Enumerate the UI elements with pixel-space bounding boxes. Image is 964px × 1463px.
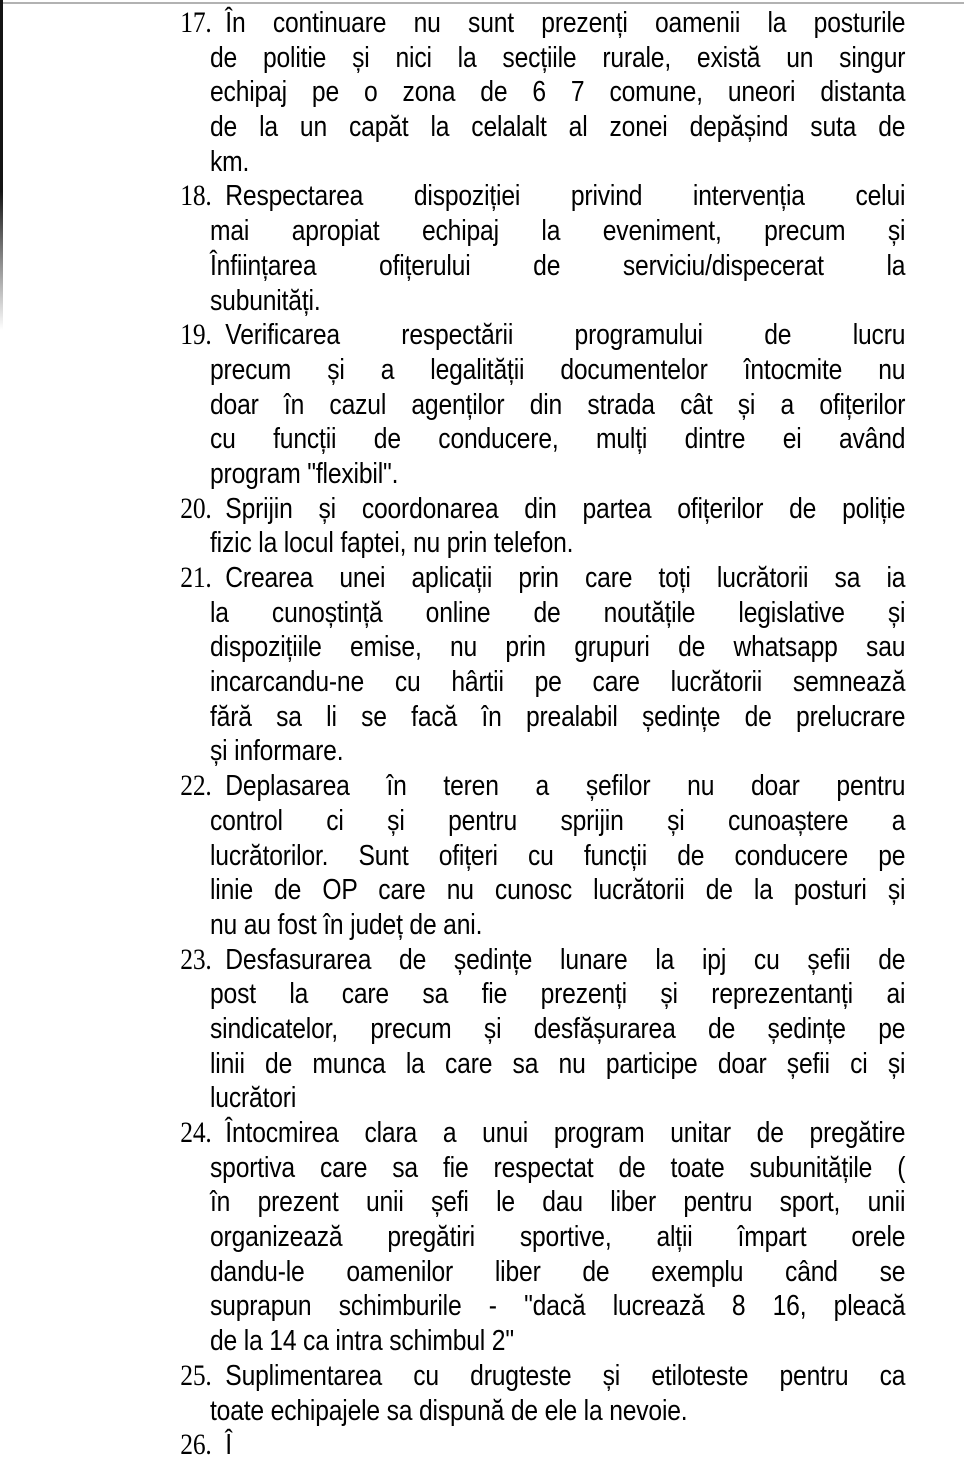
list-item-line: și informare. [210, 735, 344, 768]
left-edge-scan-artifact [0, 0, 3, 330]
list-item-line: de la 14 ca intra schimbul 2" [210, 1325, 514, 1358]
item-text: Desfasurarea de ședințe lunare la ipj cu șefii de [225, 943, 906, 976]
item-number: 21. [180, 561, 212, 594]
item-number: 18. [180, 179, 212, 213]
list-item [180, 1116, 906, 1359]
item-text: În continuare nu sunt prezenți oamenii la posturile [225, 7, 906, 39]
list-item [180, 942, 906, 1116]
list-item [180, 179, 906, 318]
list-item-line: cu funcții de conducere, mulți dintre ei având [210, 423, 906, 456]
list-item [180, 1358, 906, 1428]
list-item-line [180, 942, 906, 978]
list-item-line: sindicatelor, precum și desfășurarea de ședințe pe [210, 1012, 906, 1045]
item-number: 26. [180, 1428, 212, 1462]
list-item-line [180, 769, 906, 804]
list-item-line: de la un capăt la celalalt al zonei depășind suta de [210, 111, 906, 144]
item-text: Crearea unei aplicații prin care toți lucrătorii sa ia [225, 562, 906, 594]
list-item-line [180, 6, 906, 41]
item-text: Întocmirea clara a unui program unitar de pregătire [225, 1117, 906, 1149]
item-text: Sprijin și coordonarea din partea ofițerilor de poliție [225, 492, 906, 525]
list-item-line: km. [210, 145, 250, 178]
list-item-line: la cunoștință online de noutățile legislative și [210, 596, 906, 629]
item-number: 24. [180, 1116, 212, 1149]
list-item-line [180, 1358, 906, 1394]
list-item-line: mai apropiat echipaj la eveniment, precum și [210, 215, 906, 248]
list-item-line: linie de OP care nu cunosc lucrătorii de la posturi și [210, 874, 906, 907]
top-edge-rule [0, 2, 964, 4]
list-item-line [180, 318, 906, 353]
list-item-line: program "flexibil". [210, 457, 399, 490]
list-item-line: suprapun schimburile - "dacă lucrează 8 16, pleacă [210, 1290, 906, 1323]
list-item-line: de politie și nici la secțiile rurale, există un singur [210, 41, 906, 74]
list-item-line: fizic la locul faptei, nu prin telefon. [210, 527, 574, 560]
list-item-line: post la care sa fie prezenți și reprezentanți ai [210, 978, 906, 1011]
item-number: 17. [180, 6, 212, 39]
list-item-line [180, 1428, 905, 1463]
list-item-line: lucrători [210, 1082, 297, 1115]
list-item-line: sportiva care sa fie respectat de toate subunitățile ( [210, 1151, 906, 1184]
list-item-line: linii de munca la care sa nu participe doar șefii ci și [210, 1047, 906, 1080]
list-item-line: fără sa li se facă în prealabil ședințe de prelucrare [210, 700, 906, 733]
list-item [180, 561, 906, 769]
list-item [180, 6, 906, 179]
list-item-line [180, 179, 906, 214]
list-item [180, 491, 906, 561]
list-item-line: control ci și pentru sprijin și cunoaștere a [210, 804, 906, 837]
item-number: 23. [180, 942, 212, 976]
list-item-line: în prezent unii șefi le dau liber pentru sport, unii [210, 1186, 906, 1219]
list-item-line: echipaj pe o zona de 6 7 comune, uneori distanta [210, 76, 906, 109]
item-number: 25. [180, 1358, 212, 1392]
list-item-line: nu au fost în județ de ani. [210, 908, 483, 941]
list-item-line: toate echipajele sa dispună de ele la nevoie. [210, 1394, 688, 1427]
list-item [180, 769, 906, 942]
list-item-line: incarcandu-ne cu hârtii pe care lucrătorii semnează [210, 666, 906, 699]
item-number: 22. [180, 769, 212, 803]
item-text: Suplimentarea cu drugteste și etiloteste pentru ca [225, 1359, 906, 1392]
item-text: Î [225, 1429, 232, 1462]
list-item-line: doar în cazul agenților din strada cât și a ofițerilor [210, 388, 906, 421]
list-item-line [180, 491, 906, 527]
list-item-line [180, 561, 906, 596]
list-item [180, 1428, 905, 1463]
list-item [180, 318, 906, 491]
list-item-line [180, 1116, 906, 1151]
list-item-line: precum și a legalității documentelor întocmite nu [210, 353, 906, 386]
item-text: Respectarea dispoziției privind intervenția celui [225, 180, 906, 213]
list-item-line: dandu-le oamenilor liber de exemplu când se [210, 1255, 906, 1288]
list-item-line: dispozițiile emise, nu prin grupuri de whatsapp sau [210, 631, 906, 664]
item-number: 20. [180, 491, 212, 525]
list-item-line: organizează pregătiri sportive, alții împart orele [210, 1221, 906, 1254]
numbered-list [180, 6, 906, 1463]
list-item-line: Înființarea ofițerului de serviciu/dispecerat la [210, 249, 906, 282]
item-text: Verificarea respectării programului de lucru [225, 319, 906, 352]
list-item-line: lucrătorilor. Sunt ofițeri cu funcții de conducere pe [210, 839, 906, 872]
item-number: 19. [180, 318, 212, 352]
item-text: Deplasarea în teren a șefilor nu doar pentru [225, 770, 906, 803]
list-item-line: subunități. [210, 284, 321, 317]
